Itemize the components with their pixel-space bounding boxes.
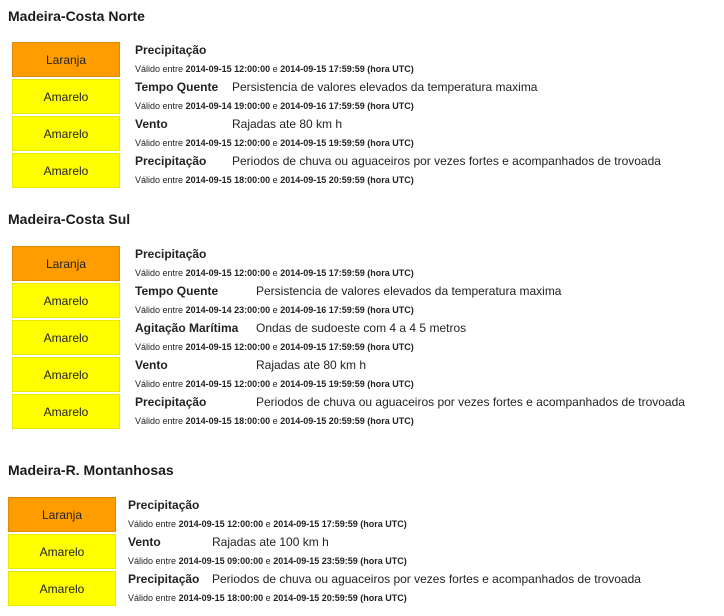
validity-line: Válido entre 2014-09-15 18:00:00 e 2014-09-15 20:59:59 (hora UTC) — [135, 416, 414, 426]
level-badge-amarelo: Amarelo — [12, 283, 120, 318]
warning-row — [0, 534, 724, 571]
warning-type: Precipitação — [128, 572, 200, 586]
region-title: Madeira-Costa Sul — [8, 211, 131, 227]
warning-type: Agitação Marítima — [135, 321, 239, 335]
warning-row — [0, 320, 724, 357]
validity-line: Válido entre 2014-09-15 12:00:00 e 2014-09-15 19:59:59 (hora UTC) — [135, 379, 414, 389]
validity-line: Válido entre 2014-09-15 18:00:00 e 2014-09-15 20:59:59 (hora UTC) — [128, 593, 407, 603]
warning-row — [0, 497, 724, 534]
level-badge-amarelo: Amarelo — [12, 394, 120, 429]
warning-row — [0, 79, 724, 116]
warning-description: Rajadas ate 80 km h — [232, 117, 343, 131]
level-badge-amarelo: Amarelo — [8, 534, 116, 569]
validity-line: Válido entre 2014-09-15 12:00:00 e 2014-09-15 17:59:59 (hora UTC) — [135, 342, 414, 352]
level-badge-amarelo: Amarelo — [8, 571, 116, 606]
warning-row — [0, 357, 724, 394]
warning-type: Precipitação — [135, 154, 207, 168]
warning-type: Vento — [128, 535, 161, 549]
validity-line: Válido entre 2014-09-15 12:00:00 e 2014-09-15 19:59:59 (hora UTC) — [135, 138, 414, 148]
warning-row — [0, 283, 724, 320]
warning-description: Rajadas ate 100 km h — [212, 535, 329, 549]
warning-row — [0, 153, 724, 190]
warning-description: Periodos de chuva ou aguaceiros por vezes fortes e acompanhados de trovoada — [232, 154, 661, 168]
warning-description: Periodos de chuva ou aguaceiros por vezes fortes e acompanhados de trovoada — [256, 395, 685, 409]
warning-row — [0, 246, 724, 283]
warning-type: Precipitação — [135, 43, 207, 57]
level-badge-amarelo: Amarelo — [12, 153, 120, 188]
warning-type: Precipitação — [135, 247, 207, 261]
level-badge-laranja: Laranja — [12, 246, 120, 281]
level-badge-amarelo: Amarelo — [12, 116, 120, 151]
level-badge-laranja: Laranja — [8, 497, 116, 532]
region-title: Madeira-Costa Norte — [8, 8, 145, 24]
validity-line: Válido entre 2014-09-14 19:00:00 e 2014-09-16 17:59:59 (hora UTC) — [135, 101, 414, 111]
validity-line: Válido entre 2014-09-15 12:00:00 e 2014-09-15 17:59:59 (hora UTC) — [135, 268, 414, 278]
warning-row — [0, 116, 724, 153]
level-badge-laranja: Laranja — [12, 42, 120, 77]
warning-description: Persistencia de valores elevados da temperatura maxima — [232, 80, 538, 94]
level-badge-amarelo: Amarelo — [12, 79, 120, 114]
warning-type: Vento — [135, 358, 168, 372]
warning-row — [0, 571, 724, 608]
level-badge-amarelo: Amarelo — [12, 357, 120, 392]
validity-line: Válido entre 2014-09-15 18:00:00 e 2014-09-15 20:59:59 (hora UTC) — [135, 175, 414, 185]
warning-type: Tempo Quente — [135, 284, 219, 298]
validity-line: Válido entre 2014-09-15 12:00:00 e 2014-09-15 17:59:59 (hora UTC) — [128, 519, 407, 529]
warning-description: Periodos de chuva ou aguaceiros por vezes fortes e acompanhados de trovoada — [212, 572, 641, 586]
validity-line: Válido entre 2014-09-15 09:00:00 e 2014-09-15 23:59:59 (hora UTC) — [128, 556, 407, 566]
warning-description: Persistencia de valores elevados da temperatura maxima — [256, 284, 562, 298]
warning-description: Ondas de sudoeste com 4 a 4 5 metros — [256, 321, 467, 335]
warning-type: Vento — [135, 117, 168, 131]
warning-type: Precipitação — [128, 498, 200, 512]
validity-line: Válido entre 2014-09-15 12:00:00 e 2014-09-15 17:59:59 (hora UTC) — [135, 64, 414, 74]
warning-description: Rajadas ate 80 km h — [256, 358, 367, 372]
warning-row — [0, 394, 724, 431]
level-badge-amarelo: Amarelo — [12, 320, 120, 355]
warning-type: Tempo Quente — [135, 80, 219, 94]
warning-type: Precipitação — [135, 395, 207, 409]
validity-line: Válido entre 2014-09-14 23:00:00 e 2014-09-16 17:59:59 (hora UTC) — [135, 305, 414, 315]
region-title: Madeira-R. Montanhosas — [8, 462, 174, 478]
warning-row — [0, 42, 724, 79]
